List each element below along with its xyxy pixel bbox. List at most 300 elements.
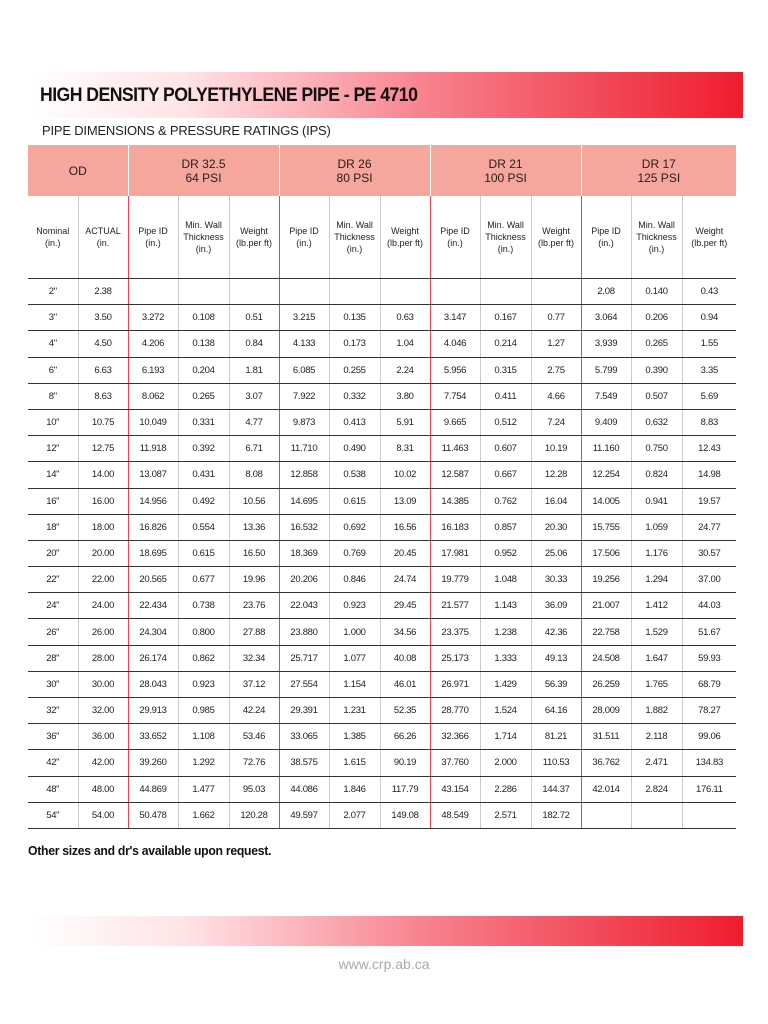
table-cell: 66.26: [380, 724, 430, 750]
table-cell: [531, 279, 581, 305]
table-cell: 8.08: [229, 462, 279, 488]
header-line: (in.): [497, 244, 514, 254]
table-cell: 26.971: [430, 671, 480, 697]
table-cell: 29.45: [380, 593, 430, 619]
table-cell: 0.135: [329, 305, 380, 331]
table-cell: 48.549: [430, 802, 480, 828]
col-header-min-wall: [480, 196, 531, 279]
table-cell: 0.206: [631, 305, 682, 331]
table-cell: 2.38: [78, 279, 128, 305]
header-line: Pipe ID: [591, 226, 621, 236]
table-cell: 2.24: [380, 357, 430, 383]
table-cell: 24.508: [581, 645, 631, 671]
table-cell: 43.154: [430, 776, 480, 802]
table-cell: 1.176: [631, 540, 682, 566]
table-cell: 4.66: [531, 383, 581, 409]
table-cell: 40.08: [380, 645, 430, 671]
col-header-min-wall: [631, 196, 682, 279]
table-cell: 32.00: [78, 698, 128, 724]
table-row: [28, 724, 736, 750]
table-cell: 78.27: [682, 698, 736, 724]
header-line: Thickness: [485, 232, 526, 242]
table-row: [28, 279, 736, 305]
table-cell: 72.76: [229, 750, 279, 776]
table-cell: 1.385: [329, 724, 380, 750]
table-cell: 0.413: [329, 409, 380, 435]
table-cell: 20.30: [531, 514, 581, 540]
pipe-dimensions-table: [28, 145, 736, 829]
table-cell: 28": [28, 645, 78, 671]
dr-17-group-header: [581, 145, 736, 196]
table-cell: 5.69: [682, 383, 736, 409]
table-cell: 25.06: [531, 540, 581, 566]
header-line: (in.): [447, 238, 463, 248]
dr-21-group-header: [430, 145, 581, 196]
table-cell: 20.00: [78, 540, 128, 566]
header-line: Nominal: [36, 226, 70, 236]
group-dr-label: DR 17: [641, 156, 676, 171]
col-header-weight: [531, 196, 581, 279]
header-line: (in.): [145, 238, 161, 248]
table-cell: 0.846: [329, 567, 380, 593]
table-cell: [631, 802, 682, 828]
table-cell: 19.96: [229, 567, 279, 593]
table-cell: 3.147: [430, 305, 480, 331]
table-cell: 16.50: [229, 540, 279, 566]
table-cell: 10.02: [380, 462, 430, 488]
header-line: Min. Wall: [638, 220, 675, 230]
group-psi-label: 80 PSI: [336, 170, 373, 185]
table-row: [28, 436, 736, 462]
col-header-pipe-id: [581, 196, 631, 279]
table-cell: 0.632: [631, 409, 682, 435]
table-cell: 0.554: [178, 514, 229, 540]
table-cell: 13.36: [229, 514, 279, 540]
table-cell: 50.478: [128, 802, 178, 828]
table-cell: 12.28: [531, 462, 581, 488]
table-cell: 2.75: [531, 357, 581, 383]
table-cell: 30.00: [78, 671, 128, 697]
group-header-row: [28, 145, 736, 196]
table-cell: 48.00: [78, 776, 128, 802]
table-cell: 25.173: [430, 645, 480, 671]
table-cell: 6.085: [279, 357, 329, 383]
table-cell: 1.55: [682, 331, 736, 357]
table-cell: 11.918: [128, 436, 178, 462]
table-cell: 0.390: [631, 357, 682, 383]
table-cell: 0.667: [480, 462, 531, 488]
group-dr-label: DR 26: [337, 156, 372, 171]
table-cell: 2.08: [581, 279, 631, 305]
table-cell: 110.53: [531, 750, 581, 776]
table-cell: 14": [28, 462, 78, 488]
table-cell: 0.63: [380, 305, 430, 331]
table-cell: 38.575: [279, 750, 329, 776]
table-cell: 7.922: [279, 383, 329, 409]
table-cell: 18.00: [78, 514, 128, 540]
table-cell: 1.662: [178, 802, 229, 828]
header-line: Min. Wall: [336, 220, 373, 230]
table-cell: 18.369: [279, 540, 329, 566]
table-cell: 0.331: [178, 409, 229, 435]
table-cell: 1.292: [178, 750, 229, 776]
table-cell: 14.00: [78, 462, 128, 488]
header-line: (lb.per ft): [538, 238, 575, 248]
table-cell: 20.565: [128, 567, 178, 593]
table-cell: 16.183: [430, 514, 480, 540]
table-cell: 16.826: [128, 514, 178, 540]
table-cell: 21.577: [430, 593, 480, 619]
table-cell: 23.880: [279, 619, 329, 645]
table-cell: 117.79: [380, 776, 430, 802]
header-line: (in.): [648, 244, 665, 254]
table-cell: 23.76: [229, 593, 279, 619]
table-cell: 0.315: [480, 357, 531, 383]
table-cell: [229, 279, 279, 305]
table-cell: 36.762: [581, 750, 631, 776]
table-row: [28, 540, 736, 566]
table-cell: 0.255: [329, 357, 380, 383]
table-cell: 11.160: [581, 436, 631, 462]
table-cell: 0.862: [178, 645, 229, 671]
table-cell: 3.064: [581, 305, 631, 331]
table-cell: 2.000: [480, 750, 531, 776]
table-cell: 0.941: [631, 488, 682, 514]
table-cell: 4": [28, 331, 78, 357]
table-row: [28, 462, 736, 488]
header-line: (in.): [346, 244, 363, 254]
table-cell: 0.431: [178, 462, 229, 488]
table-cell: 51.67: [682, 619, 736, 645]
table-cell: 0.512: [480, 409, 531, 435]
table-cell: 33.065: [279, 724, 329, 750]
table-cell: 3.272: [128, 305, 178, 331]
table-cell: 46.01: [380, 671, 430, 697]
table-cell: 0.490: [329, 436, 380, 462]
table-cell: 0.77: [531, 305, 581, 331]
table-cell: 0.607: [480, 436, 531, 462]
table-cell: 44.086: [279, 776, 329, 802]
table-row: [28, 383, 736, 409]
table-cell: 6": [28, 357, 78, 383]
col-header-weight: [682, 196, 736, 279]
table-cell: 29.913: [128, 698, 178, 724]
table-cell: 134.83: [682, 750, 736, 776]
table-cell: 24.74: [380, 567, 430, 593]
table-cell: 16": [28, 488, 78, 514]
table-cell: 33.652: [128, 724, 178, 750]
header-line: Thickness: [334, 232, 375, 242]
table-cell: 59.93: [682, 645, 736, 671]
table-cell: 28.043: [128, 671, 178, 697]
table-cell: 49.597: [279, 802, 329, 828]
table-cell: 0.214: [480, 331, 531, 357]
table-cell: 36.09: [531, 593, 581, 619]
table-cell: 42.24: [229, 698, 279, 724]
table-cell: 3.80: [380, 383, 430, 409]
table-cell: 22.043: [279, 593, 329, 619]
header-line: Weight: [391, 226, 419, 236]
website-link[interactable]: www.crp.ab.ca: [338, 956, 430, 972]
table-row: [28, 776, 736, 802]
header-line: Min. Wall: [487, 220, 524, 230]
col-header-pipe-id: [430, 196, 480, 279]
col-header-weight: [229, 196, 279, 279]
table-body: [28, 279, 736, 829]
table-cell: 37.00: [682, 567, 736, 593]
table-cell: 30": [28, 671, 78, 697]
header-line: (in.): [195, 244, 212, 254]
table-cell: [682, 802, 736, 828]
table-cell: 0.392: [178, 436, 229, 462]
table-cell: 6.193: [128, 357, 178, 383]
table-cell: 4.133: [279, 331, 329, 357]
table-cell: 149.08: [380, 802, 430, 828]
table-cell: 0.738: [178, 593, 229, 619]
table-cell: 1.108: [178, 724, 229, 750]
table-cell: 12.858: [279, 462, 329, 488]
table-cell: 68.79: [682, 671, 736, 697]
table-cell: 20": [28, 540, 78, 566]
table-cell: 24.304: [128, 619, 178, 645]
table-cell: 1.333: [480, 645, 531, 671]
table-cell: 12.587: [430, 462, 480, 488]
table-cell: 7.24: [531, 409, 581, 435]
table-cell: 22.00: [78, 567, 128, 593]
table-cell: 5.91: [380, 409, 430, 435]
table-cell: 0.769: [329, 540, 380, 566]
table-cell: 95.03: [229, 776, 279, 802]
table-cell: 2": [28, 279, 78, 305]
group-dr-label: DR 32.5: [181, 156, 226, 171]
table-cell: 0.51: [229, 305, 279, 331]
table-cell: 0.265: [178, 383, 229, 409]
table-cell: 0.43: [682, 279, 736, 305]
table-cell: 42": [28, 750, 78, 776]
table-cell: 1.000: [329, 619, 380, 645]
table-cell: 18": [28, 514, 78, 540]
table-cell: 17.506: [581, 540, 631, 566]
table-cell: 32.34: [229, 645, 279, 671]
table-row: [28, 514, 736, 540]
footnote: Other sizes and dr's available upon request.: [28, 843, 272, 858]
table-cell: 31.511: [581, 724, 631, 750]
col-header-pipe-id: [279, 196, 329, 279]
table-cell: 32.366: [430, 724, 480, 750]
table-row: [28, 698, 736, 724]
table-cell: 8.062: [128, 383, 178, 409]
table-cell: 0.923: [178, 671, 229, 697]
table-cell: 4.50: [78, 331, 128, 357]
table-cell: 4.77: [229, 409, 279, 435]
table-cell: 54.00: [78, 802, 128, 828]
header-line: Min. Wall: [185, 220, 222, 230]
table-cell: 12": [28, 436, 78, 462]
table-cell: 0.857: [480, 514, 531, 540]
table-cell: 1.27: [531, 331, 581, 357]
header-line: Weight: [542, 226, 570, 236]
table-cell: 20.206: [279, 567, 329, 593]
col-header-min-wall: [178, 196, 229, 279]
table-cell: 0.615: [329, 488, 380, 514]
dr-26-group-header: [279, 145, 430, 196]
table-cell: 8.31: [380, 436, 430, 462]
table-cell: 8.63: [78, 383, 128, 409]
table-cell: 11.463: [430, 436, 480, 462]
table-cell: 1.059: [631, 514, 682, 540]
table-cell: 10.049: [128, 409, 178, 435]
table-cell: 1.154: [329, 671, 380, 697]
table-cell: 0.762: [480, 488, 531, 514]
table-cell: 20.45: [380, 540, 430, 566]
table-cell: 44.03: [682, 593, 736, 619]
table-cell: 0.94: [682, 305, 736, 331]
table-cell: 81.21: [531, 724, 581, 750]
table-cell: 0.204: [178, 357, 229, 383]
table-cell: 1.143: [480, 593, 531, 619]
document-subtitle: PIPE DIMENSIONS & PRESSURE RATINGS (IPS): [42, 123, 331, 138]
table-cell: 24": [28, 593, 78, 619]
od-group-header: OD: [28, 145, 128, 196]
table-cell: [329, 279, 380, 305]
table-cell: 42.014: [581, 776, 631, 802]
table-cell: 0.800: [178, 619, 229, 645]
header-line: ACTUAL: [85, 226, 121, 236]
header-line: (in.: [96, 238, 110, 248]
table-cell: 6.71: [229, 436, 279, 462]
header-line: (in.): [598, 238, 614, 248]
table-cell: 22": [28, 567, 78, 593]
table-cell: 64.16: [531, 698, 581, 724]
table-cell: 22.434: [128, 593, 178, 619]
table-cell: 3": [28, 305, 78, 331]
table-cell: 26.259: [581, 671, 631, 697]
table-cell: 1.412: [631, 593, 682, 619]
table-row: [28, 802, 736, 828]
table-row: [28, 305, 736, 331]
table-cell: 0.750: [631, 436, 682, 462]
table-cell: 0.138: [178, 331, 229, 357]
table-cell: 0.923: [329, 593, 380, 619]
table-cell: 1.81: [229, 357, 279, 383]
table-cell: 18.695: [128, 540, 178, 566]
table-cell: 26.00: [78, 619, 128, 645]
table-cell: 182.72: [531, 802, 581, 828]
table-cell: 0.507: [631, 383, 682, 409]
table-cell: 0.108: [178, 305, 229, 331]
table-cell: 13.087: [128, 462, 178, 488]
group-psi-label: 64 PSI: [185, 170, 222, 185]
table-cell: 10.75: [78, 409, 128, 435]
table-cell: [279, 279, 329, 305]
table-cell: 1.048: [480, 567, 531, 593]
table-cell: 0.332: [329, 383, 380, 409]
table-cell: 12.254: [581, 462, 631, 488]
table-cell: 7.754: [430, 383, 480, 409]
table-cell: 10.19: [531, 436, 581, 462]
table-cell: 29.391: [279, 698, 329, 724]
table-cell: 0.985: [178, 698, 229, 724]
table-cell: 1.077: [329, 645, 380, 671]
group-psi-label: 125 PSI: [637, 170, 681, 185]
table-cell: 3.07: [229, 383, 279, 409]
table-cell: 27.554: [279, 671, 329, 697]
table-cell: 2.118: [631, 724, 682, 750]
table-cell: 0.824: [631, 462, 682, 488]
table-cell: 23.375: [430, 619, 480, 645]
document-title: HIGH DENSITY POLYETHYLENE PIPE - PE 4710: [40, 85, 418, 106]
table-cell: 19.256: [581, 567, 631, 593]
table-row: [28, 671, 736, 697]
table-cell: 0.167: [480, 305, 531, 331]
table-cell: 54": [28, 802, 78, 828]
table-row: [28, 619, 736, 645]
header-line: Pipe ID: [289, 226, 319, 236]
table-cell: 14.005: [581, 488, 631, 514]
table-cell: 1.647: [631, 645, 682, 671]
table-cell: 9.409: [581, 409, 631, 435]
group-psi-label: 100 PSI: [484, 170, 527, 185]
table-cell: 3.50: [78, 305, 128, 331]
col-header-weight: [380, 196, 430, 279]
table-cell: 30.57: [682, 540, 736, 566]
table-cell: 42.00: [78, 750, 128, 776]
table-cell: 120.28: [229, 802, 279, 828]
table-cell: 90.19: [380, 750, 430, 776]
table-cell: 34.56: [380, 619, 430, 645]
table-cell: 37.12: [229, 671, 279, 697]
header-line: Weight: [240, 226, 268, 236]
table-cell: 9.873: [279, 409, 329, 435]
header-line: (in.): [45, 238, 61, 248]
table-cell: 4.046: [430, 331, 480, 357]
table-cell: 144.37: [531, 776, 581, 802]
table-cell: 0.173: [329, 331, 380, 357]
col-header-pipe-id: [128, 196, 178, 279]
table-cell: 49.13: [531, 645, 581, 671]
table-cell: [430, 279, 480, 305]
table-cell: 52.35: [380, 698, 430, 724]
table-cell: 2.286: [480, 776, 531, 802]
header-line: (in.): [296, 238, 312, 248]
table-cell: 15.755: [581, 514, 631, 540]
table-cell: 13.09: [380, 488, 430, 514]
table-cell: 28.00: [78, 645, 128, 671]
table-cell: 2.077: [329, 802, 380, 828]
table-cell: 36.00: [78, 724, 128, 750]
table-cell: 17.981: [430, 540, 480, 566]
table-cell: [380, 279, 430, 305]
table-cell: 48": [28, 776, 78, 802]
table-cell: 8.83: [682, 409, 736, 435]
table-cell: 99.06: [682, 724, 736, 750]
table-cell: 28.009: [581, 698, 631, 724]
table-cell: 10": [28, 409, 78, 435]
table-cell: 53.46: [229, 724, 279, 750]
table-cell: [581, 802, 631, 828]
table-cell: 30.33: [531, 567, 581, 593]
header-line: Pipe ID: [440, 226, 470, 236]
table-cell: 14.98: [682, 462, 736, 488]
table-row: [28, 357, 736, 383]
table-cell: 10.56: [229, 488, 279, 514]
table-cell: 24.77: [682, 514, 736, 540]
table-cell: 7.549: [581, 383, 631, 409]
footer-band: [28, 916, 743, 946]
group-dr-label: DR 21: [488, 156, 523, 171]
table-cell: 26.174: [128, 645, 178, 671]
table-cell: 16.04: [531, 488, 581, 514]
